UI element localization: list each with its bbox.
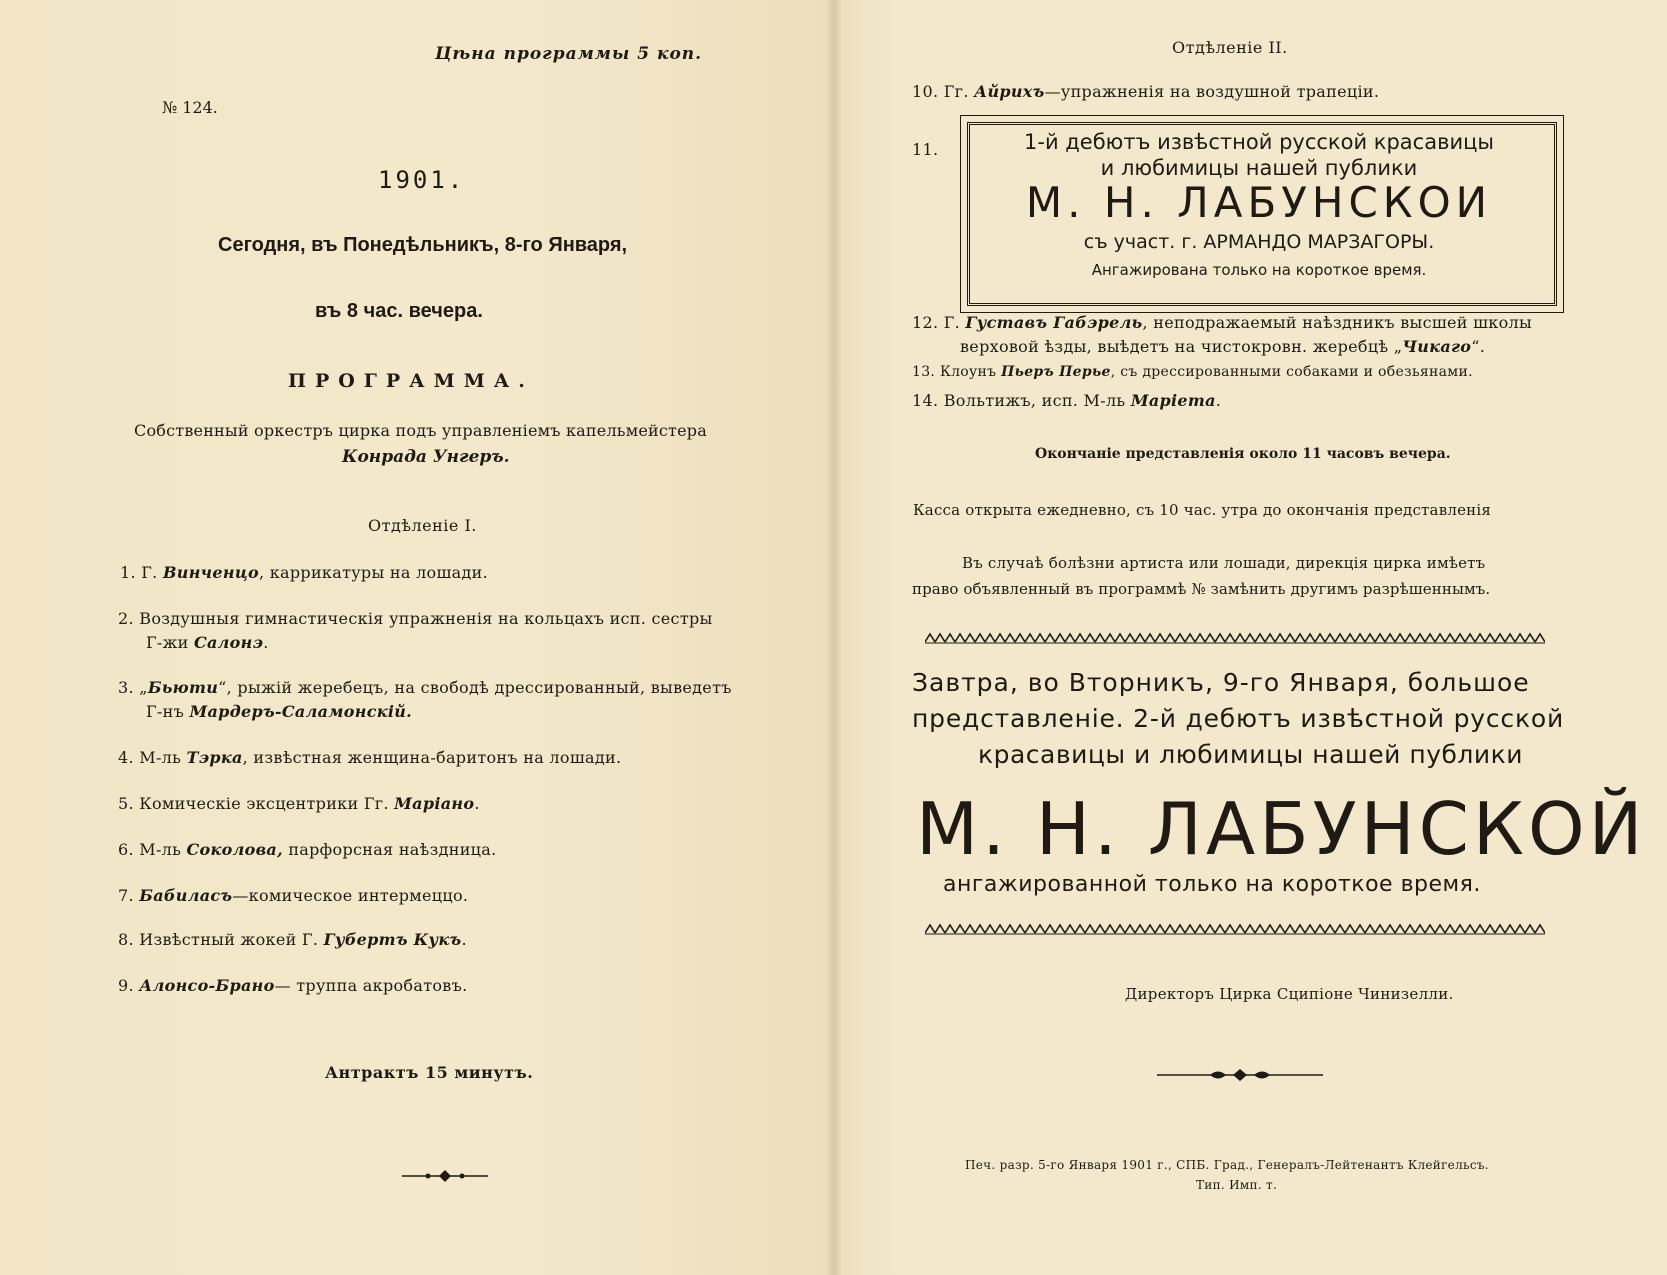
- program-item-4: 4. М-ль Тэрка, извѣстная женщина-баритонъ на лошади.: [118, 748, 622, 767]
- program-item-7: 7. Бабиласъ—комическое интермеццо.: [118, 886, 469, 905]
- notice-line-2: право объявленный въ программѣ № замѣнить другимъ разрѣшеннымъ.: [912, 580, 1491, 598]
- program-item-1: 1. Г. Винченцо, каррикатуры на лошади.: [120, 563, 488, 582]
- price-label: Цѣна программы 5 коп.: [435, 44, 703, 64]
- boxed-line-2: и любимицы нашей публики: [1100, 156, 1418, 180]
- ornament-right: [1155, 1067, 1325, 1083]
- orchestra-line: Собственный оркестръ цирка подъ управленіемъ капельмейстера: [134, 421, 707, 440]
- boxed-line-5: Ангажирована только на короткое время.: [1091, 261, 1427, 279]
- program-title: ПРОГРАММА.: [288, 370, 534, 392]
- program-item-3: 3. „Бьюти“, рыжій жеребецъ, на свободѣ дрессированный, выведетъ: [118, 678, 732, 697]
- program-item-13: 13. Клоунъ Пьеръ Перье, съ дрессированными собаками и обезьянами.: [912, 364, 1473, 380]
- ending-notice: Окончаніе представленія около 11 часовъ вечера.: [1035, 446, 1451, 462]
- program-item-11-number: 11.: [912, 140, 939, 159]
- program-item-8: 8. Извѣстный жокей Г. Губертъ Кукъ.: [118, 930, 467, 949]
- program-item-2: 2. Воздушныя гимнастическія упражненія на кольцахъ исп. сестры: [118, 609, 713, 628]
- zigzag-divider-bottom: [925, 922, 1545, 936]
- program-item-2-line2: Г-жи Салонэ.: [146, 633, 269, 652]
- print-permission-line: Печ. разр. 5-го Января 1901 г., СПБ. Град., Генералъ-Лейтенантъ Клейгельсъ.: [965, 1158, 1489, 1172]
- year: 1901.: [378, 166, 466, 194]
- program-item-6: 6. М-ль Соколова, парфорсная наѣздница.: [118, 840, 497, 859]
- printer-line: Тип. Имп. т.: [1196, 1178, 1278, 1192]
- date-line: Сегодня, въ Понедѣльникъ, 8-го Января,: [218, 234, 628, 256]
- time-line: въ 8 час. вечера.: [315, 300, 483, 322]
- program-item-12-line2: верховой ѣзды, выѣдетъ на чистокровн. жеребцѣ „Чикаго“.: [960, 337, 1486, 356]
- engaged-line: ангажированной только на короткое время.: [943, 872, 1481, 897]
- section-title-2: Отдѣленіе II.: [1172, 38, 1288, 57]
- tomorrow-line-2: представленіе. 2-й дебютъ извѣстной русской: [912, 704, 1565, 733]
- zigzag-divider-top: [925, 631, 1545, 645]
- page-fold: [826, 0, 842, 1275]
- tomorrow-line-1: Завтра, во Вторникъ, 9-го Января, большое: [912, 668, 1530, 697]
- program-item-10: 10. Гг. Айрихъ—упражненія на воздушной трапеціи.: [912, 82, 1380, 101]
- box-office-hours: Касса открыта ежедневно, съ 10 час. утра до окончанія представленія: [913, 501, 1492, 519]
- conductor-name: Конрада Унгеръ.: [342, 447, 510, 467]
- director-line: Директоръ Цирка Сципіоне Чинизелли.: [1125, 985, 1454, 1003]
- big-star-name: М. Н. ЛАБУНСКОЙ: [916, 787, 1647, 871]
- program-item-5: 5. Комическіе эксцентрики Гг. Маріано.: [118, 794, 480, 813]
- section-title-1: Отдѣленіе I.: [368, 516, 477, 535]
- program-item-14: 14. Вольтижъ, исп. М-ль Маріета.: [912, 391, 1222, 410]
- boxed-star-name: М. Н. ЛАБУНСКОИ: [1025, 178, 1493, 227]
- program-item-12: 12. Г. Густавъ Габэрель, неподражаемый наѣздникъ высшей школы: [912, 313, 1533, 332]
- ornament-left: [400, 1168, 490, 1184]
- program-item-9: 9. Алонсо-Брано— труппа акробатовъ.: [118, 976, 468, 995]
- program-item-3-line2: Г-нъ Мардеръ-Саламонскій.: [146, 702, 413, 721]
- notice-line-1: Въ случаѣ болѣзни артиста или лошади, дирекція цирка имѣетъ: [962, 554, 1486, 572]
- tomorrow-line-3: красавицы и любимицы нашей публики: [978, 740, 1523, 769]
- boxed-line-1: 1-й дебютъ извѣстной русской красавицы: [1024, 130, 1494, 154]
- boxed-line-4: съ участ. г. АРМАНДО МАРЗАГОРЫ.: [1083, 231, 1435, 253]
- intermission-label: Антрактъ 15 минутъ.: [325, 1063, 534, 1082]
- program-number: № 124.: [162, 98, 218, 117]
